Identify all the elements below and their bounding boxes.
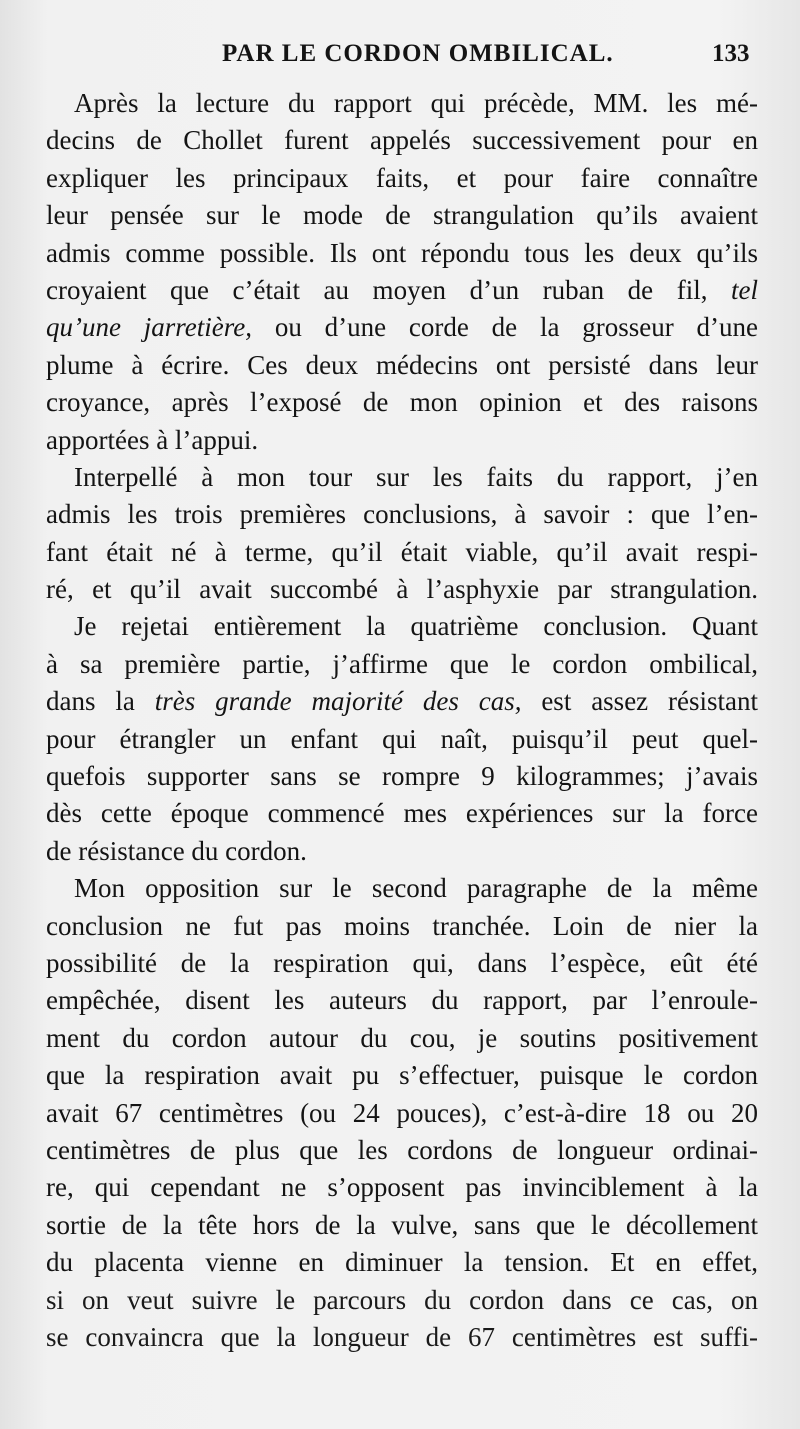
text-line: que la respiration avait pu s’effectuer, puisque le cordon	[46, 1060, 758, 1091]
text-line: à sa première partie, j’affirme que le cordon ombilical,	[46, 648, 758, 679]
page-header	[0, 40, 800, 80]
text-line: conclusion ne fut pas moins tranchée. Loin de nier la	[46, 910, 758, 941]
text-line: dès cette époque commencé mes expériences sur la force	[46, 798, 758, 829]
text-line: croyance, après l’exposé de mon opinion et des raisons	[46, 387, 758, 418]
text-line: si on veut suivre le parcours du cordon dans ce cas, on	[46, 1284, 758, 1315]
text-line: croyaient que c’était au moyen d’un ruban de fil, tel	[46, 274, 758, 305]
paragraph-2	[46, 459, 758, 609]
text-line: avait 67 centimètres (ou 24 pouces), c’est-à-dire 18 ou 20	[46, 1097, 758, 1128]
italic-phrase: très grande majorité des cas,	[154, 686, 522, 717]
text-line: expliquer les principaux faits, et pour faire connaître	[46, 162, 758, 193]
text-line: ment du cordon autour du cou, je soutins positivement	[46, 1022, 758, 1053]
text-line: quefois supporter sans se rompre 9 kilogrammes; j’avais	[46, 761, 758, 792]
page-number: 133	[712, 40, 750, 67]
paragraph-3	[46, 608, 758, 870]
text-line: admis comme possible. Ils ont répondu tous les deux qu’ils	[46, 237, 758, 268]
text-line: centimètres de plus que les cordons de longueur ordinai-	[46, 1134, 758, 1165]
italic-phrase: tel	[731, 274, 758, 305]
text-line: fant était né à terme, qu’il était viable, qu’il avait respi-	[46, 536, 758, 567]
text-line: pour étrangler un enfant qui naît, puisqu’il peut quel-	[46, 723, 758, 754]
text-line: possibilité de la respiration qui, dans l’espèce, eût été	[46, 947, 758, 978]
text-line: du placenta vienne en diminuer la tension. Et en effet,	[46, 1247, 758, 1278]
text-line: Mon opposition sur le second paragraphe de la même	[74, 873, 758, 904]
running-title: PAR LE CORDON OMBILICAL.	[222, 40, 614, 67]
text-line: Interpellé à mon tour sur les faits du rapport, j’en	[74, 461, 758, 492]
text-line: re, qui cependant ne s’opposent pas invinciblement à la	[46, 1172, 758, 1203]
text-line: Je rejetai entièrement la quatrième conclusion. Quant	[74, 611, 758, 642]
text-line: apportées à l’appui.	[46, 424, 259, 455]
text-line: decins de Chollet furent appelés successivement pour en	[46, 125, 758, 156]
text-line: leur pensée sur le mode de strangulation qu’ils avaient	[46, 200, 758, 231]
text-line: se convaincra que la longueur de 67 centimètres est suffi-	[46, 1321, 758, 1352]
body-text	[46, 85, 758, 1356]
text-line: ré, et qu’il avait succombé à l’asphyxie par strangulation.	[46, 574, 758, 605]
text-line: Après la lecture du rapport qui précède, MM. les mé-	[74, 88, 758, 118]
paragraph-1	[46, 85, 758, 459]
text-line: de résistance du cordon.	[46, 835, 307, 866]
text-line: dans la très grande majorité des cas, est assez résistant	[46, 686, 759, 717]
text-line: sortie de la tête hors de la vulve, sans que le décollement	[46, 1209, 758, 1240]
text-line: empêchée, disent les auteurs du rapport, par l’enroule-	[46, 985, 758, 1016]
text-line: admis les trois premières conclusions, à savoir : que l’en-	[46, 499, 758, 530]
text-line: plume à écrire. Ces deux médecins ont persisté dans leur	[46, 349, 758, 380]
text-line: qu’une jarretière, ou d’une corde de la grosseur d’une	[46, 312, 759, 343]
paragraph-4	[46, 870, 758, 1356]
italic-phrase: qu’une jarretière,	[46, 312, 253, 343]
